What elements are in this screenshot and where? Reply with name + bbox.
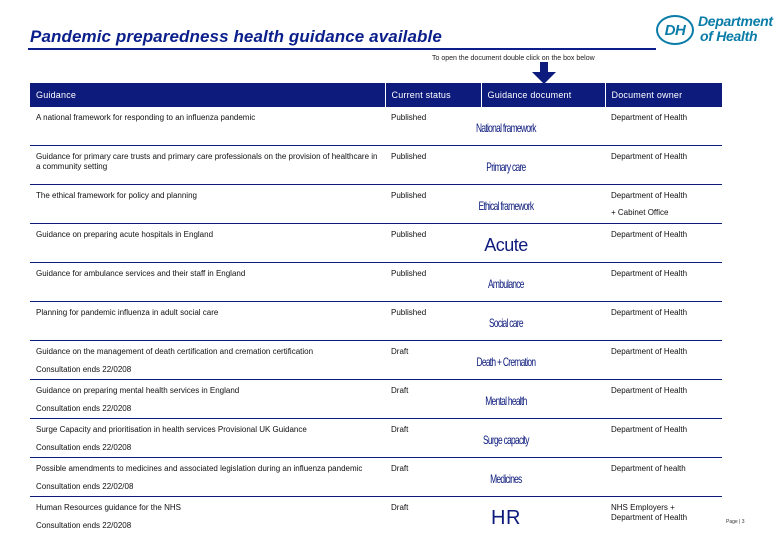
guidance-title: Guidance on preparing mental health services in England — [36, 386, 240, 395]
document-link[interactable]: Death + Cremation — [476, 354, 536, 369]
guidance-cell — [30, 263, 385, 302]
guidance-cell — [30, 185, 385, 224]
guidance-title: Guidance for ambulance services and their staff in England — [36, 269, 246, 278]
status-cell: Published — [385, 224, 481, 263]
document-owner: Department of Health — [611, 386, 688, 395]
document-owner: Department of Health — [611, 113, 688, 122]
owner-cell — [605, 419, 722, 458]
owner-cell — [605, 497, 722, 536]
status-cell: Published — [385, 302, 481, 341]
guidance-title: The ethical framework for policy and planning — [36, 191, 197, 200]
document-owner: Department of Health — [611, 347, 688, 356]
document-owner: Department of Health — [611, 308, 688, 317]
table-row — [30, 497, 722, 536]
table-row — [30, 185, 722, 224]
document-owner-extra: + Cabinet Office — [611, 208, 669, 217]
guidance-cell — [30, 107, 385, 146]
consultation-note: Consultation ends 22/0208 — [36, 443, 132, 452]
guidance-cell — [30, 224, 385, 263]
document-cell — [481, 302, 605, 341]
owner-cell — [605, 224, 722, 263]
status-cell: Draft — [385, 497, 481, 536]
dh-logo-mark — [656, 15, 694, 45]
table-row — [30, 107, 722, 146]
dh-logo — [654, 10, 778, 52]
guidance-cell — [30, 341, 385, 380]
document-link[interactable]: HR — [491, 506, 521, 529]
guidance-title: Surge Capacity and prioritisation in health services Provisional UK Guidance — [36, 425, 307, 434]
guidance-title: Possible amendments to medicines and associated legislation during an influenza pandemic — [36, 464, 363, 473]
table-header-row — [30, 83, 722, 107]
document-cell — [481, 224, 605, 263]
owner-cell — [605, 263, 722, 302]
status-cell: Published — [385, 146, 481, 185]
col-status: Current status — [385, 83, 481, 107]
table-row — [30, 341, 722, 380]
owner-cell — [605, 302, 722, 341]
status-cell: Published — [385, 185, 481, 224]
guidance-title: Planning for pandemic influenza in adult social care — [36, 308, 219, 317]
guidance-cell — [30, 146, 385, 185]
owner-cell — [605, 107, 722, 146]
guidance-title: Guidance on preparing acute hospitals in England — [36, 230, 214, 239]
table-row — [30, 419, 722, 458]
table-row — [30, 302, 722, 341]
table-row — [30, 224, 722, 263]
dh-logo-wordmark — [698, 14, 773, 44]
dh-logo-line2: of Health — [700, 28, 758, 44]
page-number: Page | 3 — [726, 519, 745, 525]
open-instruction: To open the document double click on the box below — [432, 55, 595, 62]
document-owner: Department of Health — [611, 152, 688, 161]
status-cell: Draft — [385, 341, 481, 380]
owner-cell — [605, 458, 722, 497]
consultation-note: Consultation ends 22/0208 — [36, 521, 132, 530]
guidance-cell — [30, 497, 385, 536]
document-cell — [476, 341, 605, 380]
owner-cell — [605, 185, 722, 224]
document-link[interactable]: Surge capacity — [483, 432, 529, 447]
document-cell — [478, 185, 605, 224]
status-cell: Draft — [385, 380, 481, 419]
document-owner: Department of Health — [611, 269, 688, 278]
guidance-title: Human Resources guidance for the NHS — [36, 503, 181, 512]
document-link[interactable]: Ethical framework — [478, 198, 534, 213]
document-link[interactable]: Mental health — [485, 393, 527, 408]
document-cell — [481, 458, 605, 497]
document-owner: Department of Health — [611, 230, 688, 239]
document-link[interactable]: Acute — [484, 234, 528, 255]
document-link[interactable]: Ambulance — [488, 276, 524, 291]
document-cell — [481, 263, 605, 302]
dh-logo-line1: Department — [698, 13, 773, 29]
document-cell — [476, 107, 605, 146]
consultation-note: Consultation ends 22/02/08 — [36, 482, 134, 491]
owner-cell — [605, 341, 722, 380]
document-owner: NHS Employers + Department of Health — [611, 503, 688, 522]
status-cell: Draft — [385, 419, 481, 458]
document-link[interactable]: Social care — [488, 315, 523, 330]
status-cell: Published — [385, 107, 481, 146]
document-cell — [481, 380, 605, 419]
owner-cell — [605, 380, 722, 419]
guidance-cell — [30, 380, 385, 419]
guidance-title: Guidance on the management of death certification and cremation certification — [36, 347, 314, 356]
col-guidance: Guidance — [30, 83, 385, 107]
table-row — [30, 380, 722, 419]
document-cell — [481, 497, 605, 536]
guidance-cell — [30, 458, 385, 497]
guidance-title: A national framework for responding to an influenza pandemic — [36, 113, 256, 122]
guidance-cell — [30, 419, 385, 458]
guidance-cell — [30, 302, 385, 341]
page-title: Pandemic preparedness health guidance available — [30, 27, 442, 46]
title-underline — [28, 48, 656, 50]
down-arrow-icon — [531, 62, 557, 84]
document-owner: Department of health — [611, 464, 686, 473]
document-link[interactable]: National framework — [476, 120, 536, 135]
status-cell: Draft — [385, 458, 481, 497]
document-link[interactable]: Primary care — [486, 159, 526, 174]
consultation-note: Consultation ends 22/0208 — [36, 365, 132, 374]
col-owner: Document owner — [605, 83, 722, 107]
document-cell — [481, 419, 605, 458]
status-cell: Published — [385, 263, 481, 302]
table-row — [30, 263, 722, 302]
col-document: Guidance document — [481, 83, 605, 107]
document-owner: Department of Health — [611, 425, 688, 434]
guidance-title: Guidance for primary care trusts and primary care professionals on the provision of healthcare in a community setting — [36, 152, 378, 171]
owner-cell — [605, 146, 722, 185]
guidance-table — [30, 83, 723, 535]
table-row — [30, 146, 722, 185]
consultation-note: Consultation ends 22/0208 — [36, 404, 132, 413]
document-owner: Department of Health — [611, 191, 688, 200]
document-link[interactable]: Medicines — [490, 471, 522, 486]
dh-logo-initials: DH — [664, 21, 686, 39]
table-row — [30, 458, 722, 497]
document-cell — [481, 146, 605, 185]
